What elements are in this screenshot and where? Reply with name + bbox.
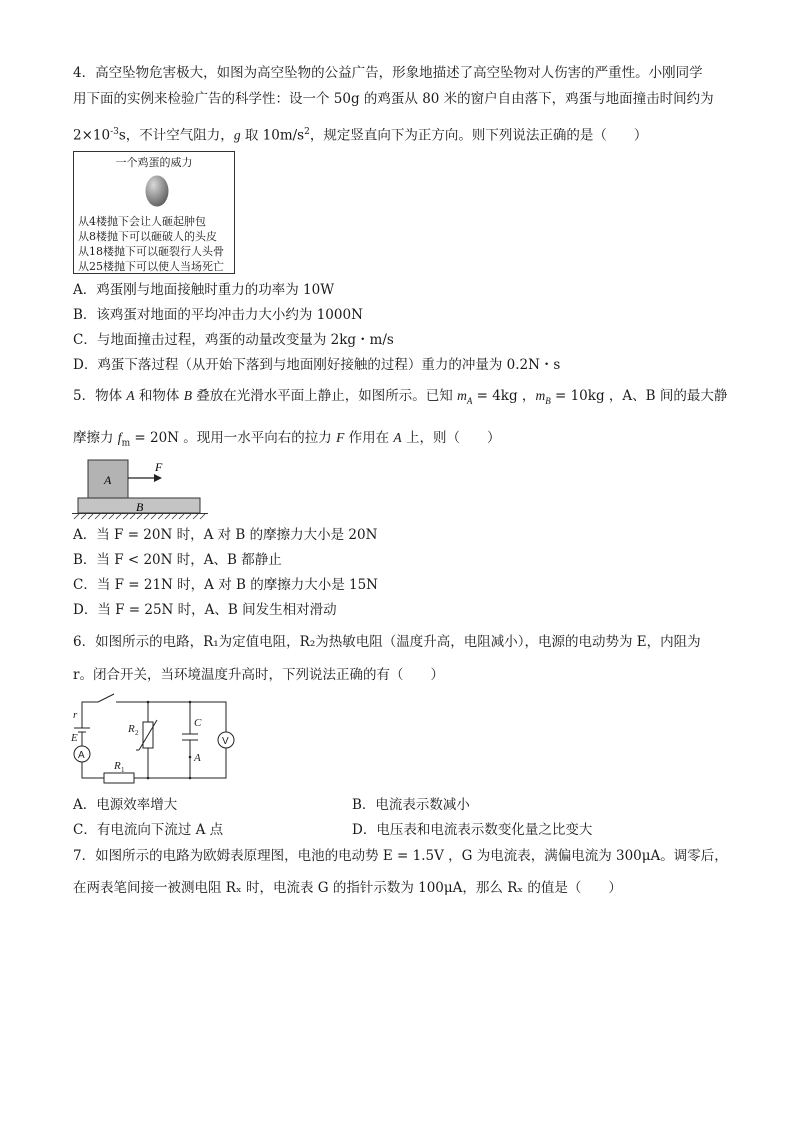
q5-option-c: C．当 F = 21N 时，A 对 B 的摩擦力大小是 15N <box>73 577 378 593</box>
wire-top-left <box>82 702 98 728</box>
q5-stem-line2: 摩擦力 $f_m = 20N$ 。现用一水平向右的拉力 F 作用在 A 上，则（ ） <box>73 430 501 449</box>
force-arrowhead <box>154 474 162 482</box>
thermistor-slash <box>139 720 157 750</box>
label-force-f: F <box>155 460 163 474</box>
poster-row-2: 从8楼抛下可以砸破人的头皮 <box>78 230 217 243</box>
label-block-a: A <box>104 473 112 487</box>
q6-stem-line1: 6．如图所示的电路，R₁为定值电阻，R₂为热敏电阻（温度升高，电阻减小），电源的电动势为 E，内阻为 <box>73 634 701 650</box>
label-e: E <box>71 732 78 744</box>
egg-icon <box>144 172 170 208</box>
poster-row-3: 从18楼抛下可以砸裂行人头骨 <box>78 245 224 258</box>
block-diagram <box>72 458 212 520</box>
q6-stem-line2: r。闭合开关，当环境温度升高时，下列说法正确的有（ ） <box>73 667 444 683</box>
circuit-diagram-q6 <box>68 690 240 790</box>
junction-top-r2 <box>147 701 150 704</box>
junction-top-c <box>189 701 192 704</box>
q6-option-b: B．电流表示数减小 <box>352 797 470 813</box>
poster-title: 一个鸡蛋的威力 <box>115 156 193 169</box>
wire-left-bottom <box>82 762 104 778</box>
junction-bottom-c <box>189 777 192 780</box>
junction-bottom-r2 <box>147 777 150 780</box>
ground-hatch <box>74 514 205 519</box>
q4-option-a: A．鸡蛋刚与地面接触时重力的功率为 10W <box>73 282 335 298</box>
label-c: C <box>194 717 202 729</box>
q6-option-a: A．电源效率增大 <box>73 797 178 813</box>
ammeter-label: A <box>78 750 85 761</box>
q6-option-d: D．电压表和电流表示数变化量之比变大 <box>352 822 593 838</box>
label-a-point: A <box>194 752 201 764</box>
q4-stem-line2: 用下面的实例来检验广告的科学性：设一个 50g 的鸡蛋从 80 米的窗户自由落下，鸡蛋与地面撞击时间约为 <box>73 91 714 107</box>
label-r2: R <box>128 723 135 735</box>
q4-stem-line1: 4．高空坠物危害极大，如图为高空坠物的公益广告，形象地描述了高空坠物对人伤害的严重性。小刚同学 <box>73 65 703 81</box>
q4-option-b: B．该鸡蛋对地面的平均冲击力大小约为 1000N <box>73 307 363 323</box>
q7-stem-line2: 在两表笔间接一被测电阻 Rₓ 时，电流表 G 的指针示数为 100μA，那么 Rₓ 的值是（ ） <box>73 880 622 896</box>
q5-option-d: D．当 F = 25N 时，A、B 间发生相对滑动 <box>73 602 337 618</box>
egg-poster <box>73 151 235 274</box>
q4-stem-line3: $2\times 10^{-3}s$，不计空气阻力，g 取 $10m/s^2$，规定竖直向下为正方向。则下列说法正确的是（ ） <box>73 127 648 144</box>
q4-option-c: C．与地面撞击过程，鸡蛋的动量改变量为 2kg・m/s <box>73 332 394 348</box>
label-r2-sub: 2 <box>135 729 139 737</box>
q4-option-d: D．鸡蛋下落过程（从开始下落到与地面刚好接触的过程）重力的冲量为 0.2N・s <box>73 357 561 373</box>
label-r: r <box>73 709 78 721</box>
q5-option-b: B．当 F < 20N 时，A、B 都静止 <box>73 552 282 568</box>
q5-option-a: A．当 F = 20N 时，A 对 B 的摩擦力大小是 20N <box>73 527 378 543</box>
q5-stem-line1: 5．物体 A 和物体 B 叠放在光滑水平面上静止，如图所示。已知 $m_A = 4kg$ ，$m_B = 10kg$ ，A、B 间的最大静 <box>73 388 728 406</box>
q6-option-c: C．有电流向下流过 A 点 <box>73 822 224 838</box>
poster-row-1: 从4楼抛下会让人砸起肿包 <box>78 215 206 228</box>
poster-row-4: 从25楼抛下可以使人当场死亡 <box>78 260 224 273</box>
voltmeter-label: V <box>222 736 229 747</box>
resistor-r1 <box>104 773 134 783</box>
switch-blade <box>98 694 114 702</box>
label-r1: R <box>114 760 121 772</box>
label-board-b: B <box>136 500 144 514</box>
label-r1-sub: 1 <box>121 766 125 774</box>
q7-stem-line1: 7．如图所示的电路为欧姆表原理图，电池的电动势 E = 1.5V ，G 为电流表，满偏电流为 300μA。调零后， <box>73 848 728 864</box>
node-a-dot <box>189 756 192 759</box>
